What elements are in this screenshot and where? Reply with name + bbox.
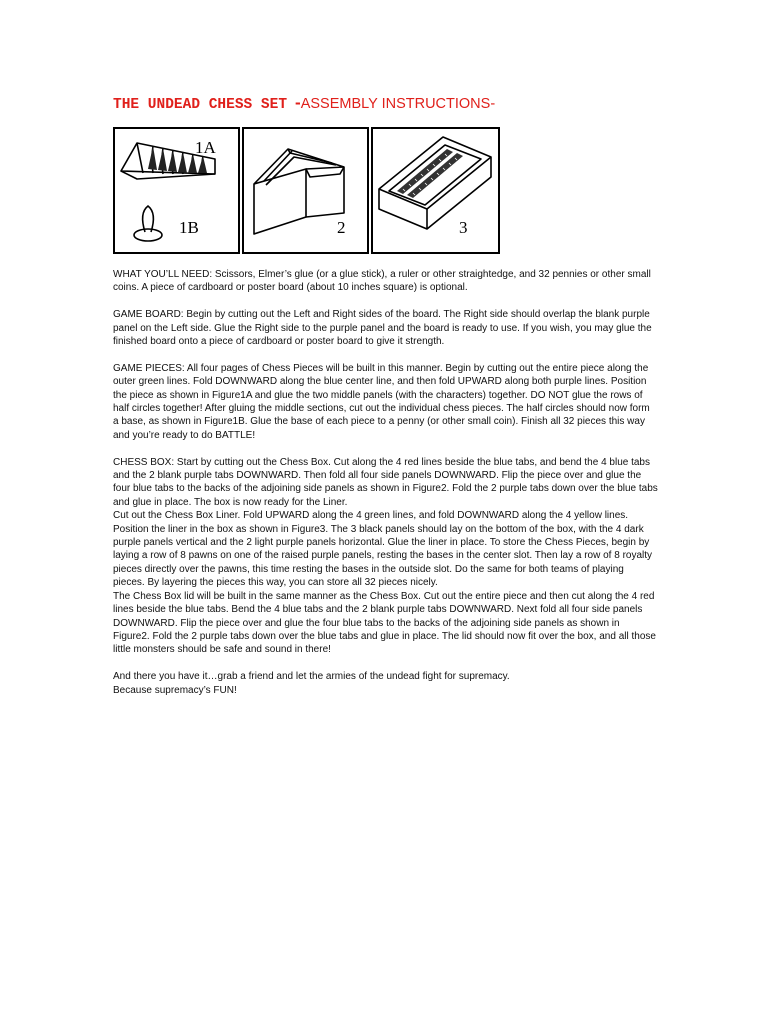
section-game-board: GAME BOARD: Begin by cutting out the Left and Right sides of the board. The Right side should overlap the blank purple panel on the Left side. Glue the Right side to the purple panel and the board is ready to use. If you wish, you may glue the finished board onto a piece of cardboard or poster board to give it strength.	[113, 309, 652, 348]
title-main: THE UNDEAD CHESS SET	[113, 97, 288, 113]
figure-3-drawing	[373, 129, 498, 252]
title-dash: -	[295, 93, 301, 112]
closing-line-2: Because supremacy’s FUN!	[113, 684, 237, 696]
instructions-body	[113, 268, 658, 697]
figure-label-2: 2	[337, 218, 346, 237]
section-chess-box-liner: Cut out the Chess Box Liner. Fold UPWARD along the 4 green lines, and fold DOWNWARD along the 4 yellow lines. Position the liner in the box as shown in Figure3. The 3 black panels should lay on the bottom of the box, with the 4 dark purple panels vertical and the 2 light purple panels horizontal. Glue the liner in place. To store the Chess Pieces, begin by laying a row of 8 pawns on one of the raised purple panels, resting the bases in the center slot. Then lay a row of 8 royalty pieces directly over the pawns, this time resting the bases in the outside slot. Do the same for both teams of playing pieces. By layering the pieces this way, you can store all 32 pieces nicely.	[113, 510, 653, 589]
title-subtitle: ASSEMBLY INSTRUCTIONS-	[300, 96, 496, 112]
figure-2-drawing	[244, 129, 367, 252]
figure-panel-3	[371, 127, 500, 254]
figure-label-1a: 1A	[195, 138, 216, 157]
closing-line-1: And there you have it…grab a friend and let the armies of the undead fight for supremacy.	[113, 671, 510, 683]
section-chess-box-lid: The Chess Box lid will be built in the same manner as the Chess Box. Cut out the entire piece and then cut along the 4 red lines beside the blue tabs. Bend the 4 blue tabs and the 2 blank purple tabs DOWNWARD. Next fold all four side panels DOWNWARD. Flip the piece over and glue the four blue tabs to the backs of the adjoining side panels as shown in Figure2. Fold the 2 purple tabs down over the blue tabs and glue in place. The lid should now fit over the box, and all those little monsters should be safe and sound in there!	[113, 590, 656, 656]
figure-label-1b: 1B	[179, 218, 199, 237]
section-game-pieces: GAME PIECES: All four pages of Chess Pieces will be built in this manner. Begin by cutting out the entire piece along the outer green lines. Fold DOWNWARD along the blue center line, and then fold UPWARD along both purple lines. Position the piece as shown in Figure1A and glue the two middle panels (with the characters) together. DO NOT glue the rows of half circles together! After gluing the middle sections, cut out the individual chess pieces. The half circles should now form a base, as shown in Figure1B. Glue the base of each piece to a penny (or other small coin). Finish all 32 pieces this way and you’re ready to do BATTLE!	[113, 362, 650, 441]
figure-label-3: 3	[459, 218, 468, 237]
document-title	[113, 93, 495, 113]
section-chess-box: CHESS BOX: Start by cutting out the Chess Box. Cut along the 4 red lines beside the blue tabs, and bend the 4 blue tabs and the 2 blank purple tabs DOWNWARD. Then fold all four side panels DOWNWARD. Flip the piece over and glue the four blue tabs to the backs of the adjoining side panels as shown in Figure2. Fold the 2 purple tabs down over the blue tabs and glue in place. The box is now ready for the Liner.	[113, 456, 658, 508]
figure-panel-1	[113, 127, 240, 254]
section-what-youll-need: WHAT YOU’LL NEED: Scissors, Elmer’s glue (or a glue stick), a ruler or other straightedge, and 32 pennies or other small coins. A piece of cardboard or poster board (about 10 inches square) is optional.	[113, 269, 651, 294]
figure-strip	[113, 127, 500, 256]
figure-panel-2	[242, 127, 369, 254]
figure-1a-drawing	[115, 129, 238, 252]
